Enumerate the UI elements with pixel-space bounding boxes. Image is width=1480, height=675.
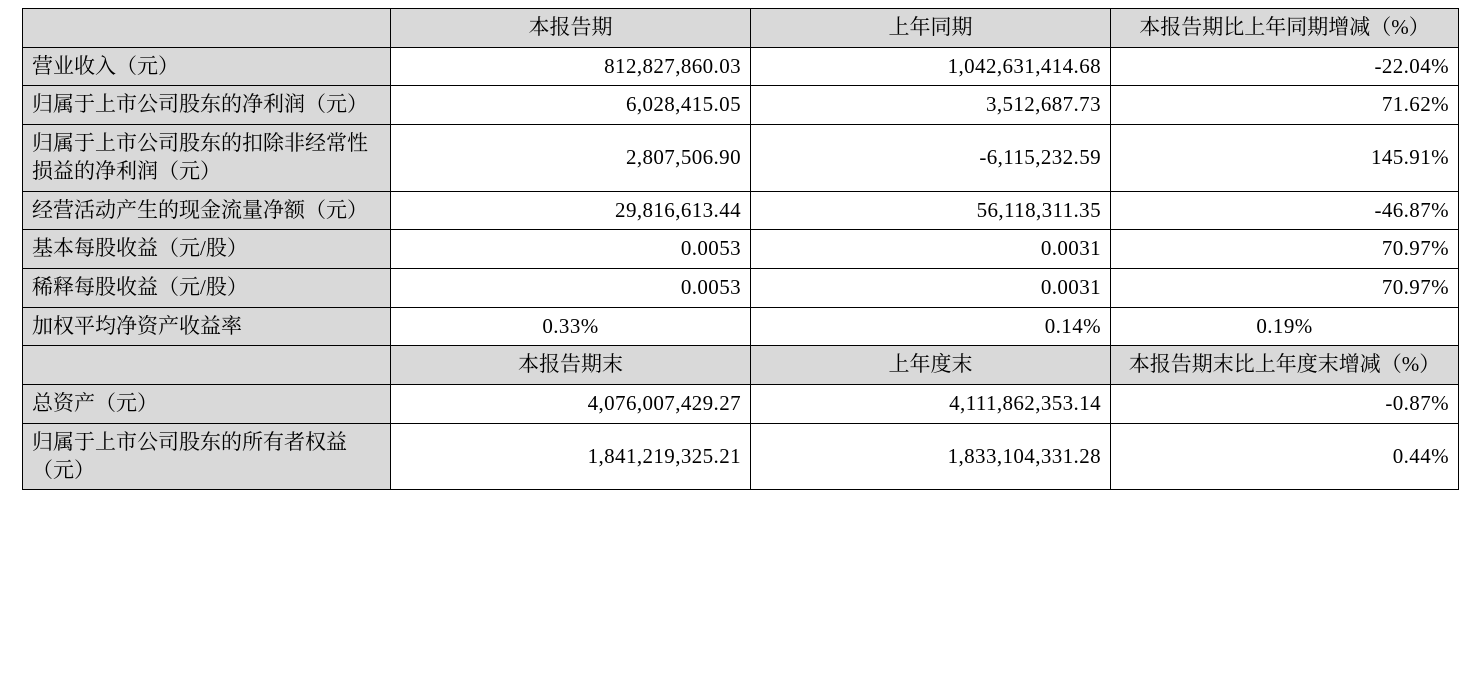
row-previous-value: 1,833,104,331.28	[751, 423, 1111, 489]
row-label: 基本每股收益（元/股）	[23, 230, 391, 269]
header-current-period: 本报告期	[391, 9, 751, 48]
row-previous-value: 0.14%	[751, 307, 1111, 346]
row-current-value: 2,807,506.90	[391, 125, 751, 191]
table-row	[23, 269, 1459, 308]
table-row	[23, 423, 1459, 489]
row-label: 加权平均净资产收益率	[23, 307, 391, 346]
table-row	[23, 125, 1459, 191]
row-change-value: -22.04%	[1111, 47, 1459, 86]
row-previous-value: 1,042,631,414.68	[751, 47, 1111, 86]
row-label: 总资产（元）	[23, 385, 391, 424]
row-label: 经营活动产生的现金流量净额（元）	[23, 191, 391, 230]
row-change-value: 70.97%	[1111, 230, 1459, 269]
row-current-value: 0.0053	[391, 269, 751, 308]
row-previous-value: 3,512,687.73	[751, 86, 1111, 125]
row-label: 归属于上市公司股东的所有者权益（元）	[23, 423, 391, 489]
table-row	[23, 385, 1459, 424]
row-current-value: 29,816,613.44	[391, 191, 751, 230]
row-current-value: 4,076,007,429.27	[391, 385, 751, 424]
row-label: 归属于上市公司股东的扣除非经常性损益的净利润（元）	[23, 125, 391, 191]
row-change-value: 70.97%	[1111, 269, 1459, 308]
row-current-value: 812,827,860.03	[391, 47, 751, 86]
row-change-value: -46.87%	[1111, 191, 1459, 230]
header-corner-cell-2	[23, 346, 391, 385]
row-change-value: 145.91%	[1111, 125, 1459, 191]
row-current-value: 6,028,415.05	[391, 86, 751, 125]
row-previous-value: -6,115,232.59	[751, 125, 1111, 191]
row-change-value: 0.44%	[1111, 423, 1459, 489]
row-current-value: 0.0053	[391, 230, 751, 269]
row-change-value: -0.87%	[1111, 385, 1459, 424]
header-previous-period: 上年同期	[751, 9, 1111, 48]
table-row	[23, 86, 1459, 125]
row-previous-value: 0.0031	[751, 269, 1111, 308]
table-header-row-endperiod	[23, 346, 1459, 385]
row-change-value: 0.19%	[1111, 307, 1459, 346]
table-row	[23, 47, 1459, 86]
row-label: 营业收入（元）	[23, 47, 391, 86]
row-current-value: 1,841,219,325.21	[391, 423, 751, 489]
row-current-value: 0.33%	[391, 307, 751, 346]
table-row	[23, 307, 1459, 346]
header-corner-cell	[23, 9, 391, 48]
header-current-endperiod: 本报告期末	[391, 346, 751, 385]
row-change-value: 71.62%	[1111, 86, 1459, 125]
table-row	[23, 230, 1459, 269]
table-row	[23, 191, 1459, 230]
header-previous-endperiod: 上年度末	[751, 346, 1111, 385]
row-previous-value: 56,118,311.35	[751, 191, 1111, 230]
row-previous-value: 0.0031	[751, 230, 1111, 269]
header-change-period: 本报告期比上年同期增减（%）	[1111, 9, 1459, 48]
table-header-row-period	[23, 9, 1459, 48]
financial-summary-table	[22, 8, 1459, 490]
row-label: 稀释每股收益（元/股）	[23, 269, 391, 308]
row-label: 归属于上市公司股东的净利润（元）	[23, 86, 391, 125]
header-change-endperiod: 本报告期末比上年度末增减（%）	[1111, 346, 1459, 385]
row-previous-value: 4,111,862,353.14	[751, 385, 1111, 424]
